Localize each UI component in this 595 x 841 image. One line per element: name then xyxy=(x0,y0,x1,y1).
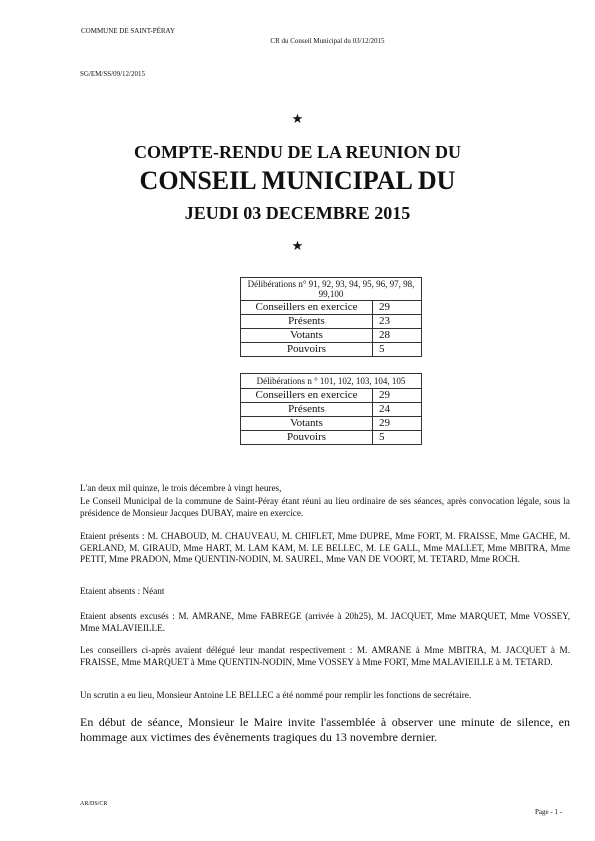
row-label: Pouvoirs xyxy=(241,431,373,445)
table-row xyxy=(241,315,422,329)
row-label: Votants xyxy=(241,329,373,343)
table-row xyxy=(241,343,422,357)
table-row xyxy=(241,301,422,315)
table-row xyxy=(241,329,422,343)
table-caption: Délibérations n° 91, 92, 93, 94, 95, 96, 97, 98, 99,100 xyxy=(241,278,422,301)
page-number: Page - 1 - xyxy=(535,808,563,816)
row-value: 5 xyxy=(373,431,422,445)
row-value: 29 xyxy=(373,389,422,403)
minute-silence-paragraph: En début de séance, Monsieur le Maire invite l'assemblée à observer une minute de silence, en hommage aux victimes des évènements tragiques du 13 novembre dernier. xyxy=(80,715,570,744)
table-row xyxy=(241,417,422,431)
row-label: Votants xyxy=(241,417,373,431)
footer-initials: AR/DS/CR xyxy=(80,801,108,807)
table-caption: Délibérations n ° 101, 102, 103, 104, 105 xyxy=(241,374,422,389)
row-value: 5 xyxy=(373,343,422,357)
intro-convocation: Le Conseil Municipal de la commune de Saint-Péray étant réuni au lieu ordinaire de ses séances, après convocation légale, sous la présidence de Monsieur Jacques DUBAY, maire en exercice. xyxy=(80,496,570,518)
absents-paragraph: Etaient absents : Néant xyxy=(80,586,165,596)
reference-code: SG/EM/SS/09/12/2015 xyxy=(80,70,145,78)
row-value: 28 xyxy=(373,329,422,343)
table-row xyxy=(241,431,422,445)
presents-paragraph: Etaient présents : M. CHABOUD, M. CHAUVEAU, M. CHIFLET, Mme DUPRE, Mme FORT, M. FRAISSE, Mme GACHE, M. GERLAND, M. GIRAUD, Mme HART, M. LAM KAM, M. LE BELLEC, M. LE GALL, Mme MALLET, Mme MBITRA, Mme PETIT, Mme PRADON, Mme QUENTIN-NODIN, M. SAUREL, Mme VAN DE VOORT, M. TETARD, Mme ROCH. xyxy=(80,531,570,564)
excuses-paragraph: Etaient absents excusés : M. AMRANE, Mme FABREGE (arrivée à 20h25), M. JACQUET, Mme MARQUET, Mme VOSSEY, Mme MALAVIEILLE. xyxy=(80,611,570,633)
deliberations-table-1 xyxy=(240,277,422,357)
row-label: Présents xyxy=(241,315,373,329)
row-value: 23 xyxy=(373,315,422,329)
row-label: Présents xyxy=(241,403,373,417)
star-icon: ★ xyxy=(291,238,304,253)
title-line-3: JEUDI 03 DECEMBRE 2015 xyxy=(184,203,411,223)
table-row xyxy=(241,389,422,403)
row-value: 29 xyxy=(373,301,422,315)
title-line-2: CONSEIL MUNICIPAL DU xyxy=(139,166,456,195)
deliberations-table-2 xyxy=(240,373,422,445)
star-icon: ★ xyxy=(291,111,304,126)
row-value: 29 xyxy=(373,417,422,431)
table-row xyxy=(241,403,422,417)
mandats-paragraph: Les conseillers ci-après avaient délégué leur mandat respectivement : M. AMRANE à Mme MBITRA, M. JACQUET à M. FRAISSE, Mme MARQUET à Mme QUENTIN-NODIN, Mme VOSSEY à Mme FORT, Mme MALAVIEILLE à M. TETARD. xyxy=(80,645,570,667)
commune-header: COMMUNE DE SAINT-PÉRAY xyxy=(81,27,175,35)
cr-header: CR du Conseil Municipal du 03/12/2015 xyxy=(270,37,385,45)
row-value: 24 xyxy=(373,403,422,417)
row-label: Conseillers en exercice xyxy=(241,389,373,403)
title-line-1: COMPTE-RENDU DE LA REUNION DU xyxy=(133,142,461,162)
scrutin-paragraph: Un scrutin a eu lieu, Monsieur Antoine LE BELLEC a été nommé pour remplir les fonctions de secrétaire. xyxy=(80,690,472,700)
row-label: Pouvoirs xyxy=(241,343,373,357)
row-label: Conseillers en exercice xyxy=(241,301,373,315)
intro-date: L'an deux mil quinze, le trois décembre à vingt heures, xyxy=(80,483,282,493)
